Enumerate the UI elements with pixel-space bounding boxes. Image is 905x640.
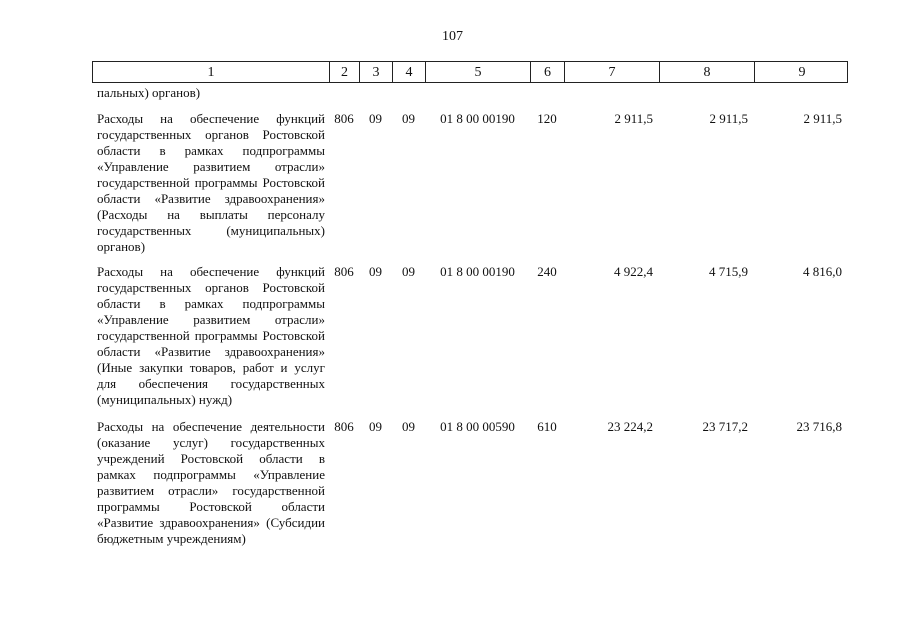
amount-column-9: 4 816,0: [803, 264, 842, 279]
column-header-7: 7: [565, 62, 660, 83]
column-header-5: 5: [426, 62, 531, 83]
column-header-4: 4: [393, 62, 426, 83]
column-header-8: 8: [660, 62, 755, 83]
column-header-2: 2: [330, 62, 360, 83]
subsection-code: 09: [402, 264, 415, 279]
table-row: [92, 419, 848, 547]
amount-column-9: 2 911,5: [803, 111, 842, 126]
amount-column-8: 2 911,5: [709, 111, 748, 126]
amount-column-8: 23 717,2: [702, 419, 748, 434]
section-code: 09: [369, 111, 382, 126]
ministry-code: 806: [334, 264, 354, 279]
target-article-code: 01 8 00 00190: [440, 264, 515, 279]
table-row: [92, 111, 848, 255]
ministry-code: 806: [334, 111, 354, 126]
table-row: [92, 264, 848, 408]
expense-type-code: 120: [537, 111, 557, 126]
subsection-code: 09: [402, 111, 415, 126]
target-article-code: 01 8 00 00590: [440, 419, 515, 434]
column-header-6: 6: [531, 62, 565, 83]
amount-column-8: 4 715,9: [709, 264, 748, 279]
column-header-9: 9: [798, 65, 806, 80]
amount-column-7: 4 922,4: [614, 264, 653, 279]
amount-column-9: 23 716,8: [796, 419, 842, 434]
expense-type-code: 610: [537, 419, 557, 434]
section-code: 09: [369, 419, 382, 434]
row-description: Расходы на обеспечение функций государственных органов Ростовской области в рамках подпрограммы «Управление развитием отрасли» государственной программы Ростовской области «Развитие здравоохранения» (Иные закупки товаров, работ и услуг для обеспечения государственных (муниципальных) нужд): [97, 264, 325, 407]
amount-column-7: 2 911,5: [614, 111, 653, 126]
target-article-code: 01 8 00 00190: [440, 111, 515, 126]
table-header-row: [92, 61, 848, 83]
column-header-1: 1: [93, 62, 330, 83]
expense-type-code: 240: [537, 264, 557, 279]
page-number: 107: [442, 29, 463, 44]
amount-column-7: 23 224,2: [607, 419, 653, 434]
ministry-code: 806: [334, 419, 354, 434]
column-header-3: 3: [360, 62, 393, 83]
subsection-code: 09: [402, 419, 415, 434]
section-code: 09: [369, 264, 382, 279]
row-description: Расходы на обеспечение деятельности (оказание услуг) государственных учреждений Ростовской области в рамках подпрограммы «Управление развитием отрасли» государственной программы Ростовской области «Развитие здравоохранения» (Субсидии бюджетным учреждениям): [97, 419, 325, 546]
row-description: Расходы на обеспечение функций государственных органов Ростовской области в рамках подпрограммы «Управление развитием отрасли» государственной программы Ростовской области «Развитие здравоохранения» (Расходы на выплаты персоналу государственных (муниципальных) органов): [97, 111, 325, 254]
budget-table: [92, 61, 848, 547]
carry-over-text: пальных) органов): [97, 85, 201, 100]
